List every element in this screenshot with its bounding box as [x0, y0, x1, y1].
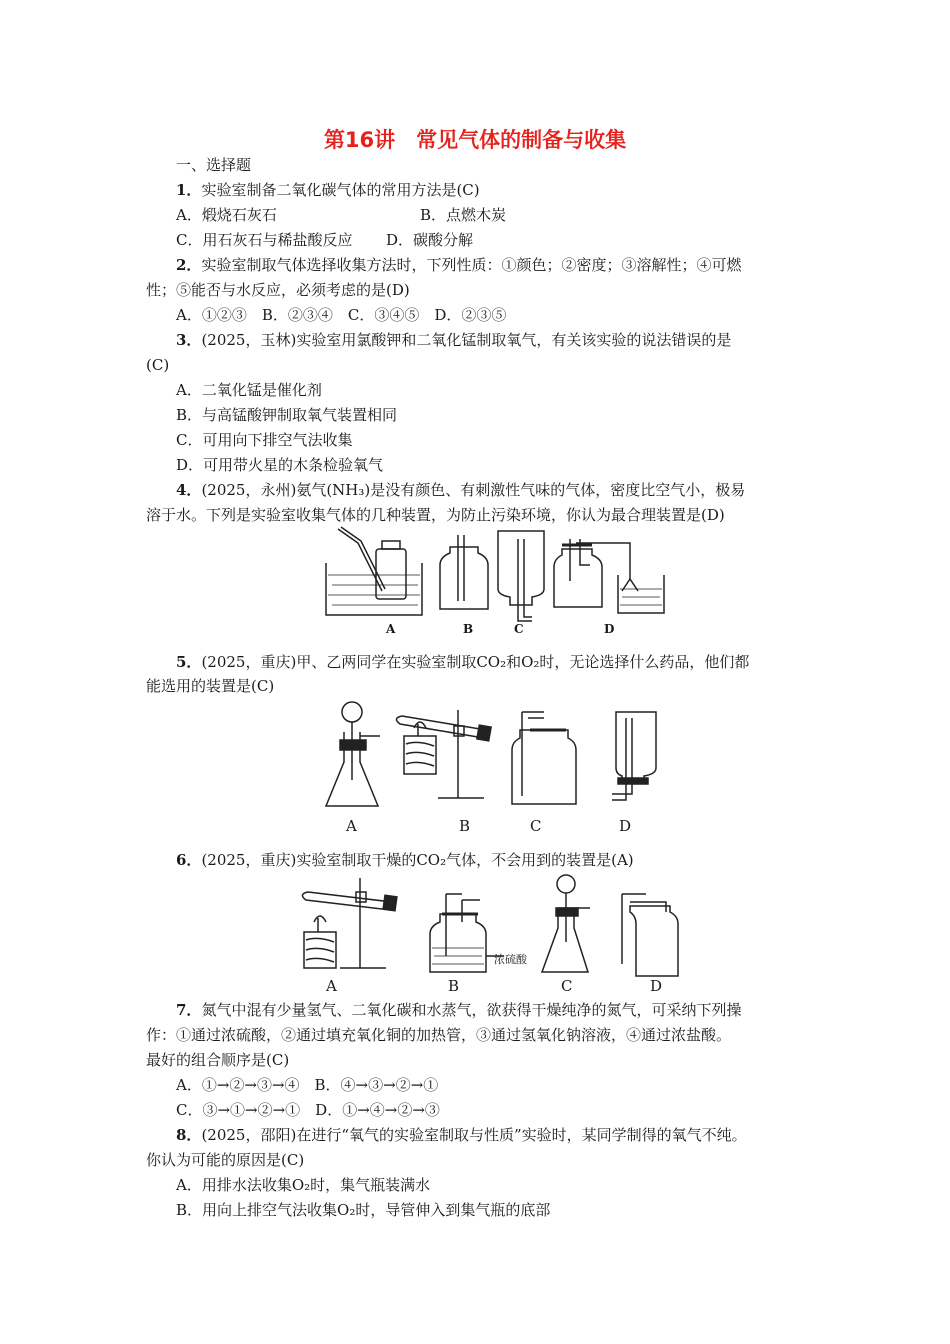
q5-label-a: A	[346, 817, 357, 835]
q3-option-a: A．二氧化锰是催化剂	[176, 381, 322, 399]
question-8-stem	[176, 1125, 747, 1145]
q5-label-b: B	[459, 817, 471, 835]
q1-option-a: A．煅烧石灰石	[176, 206, 277, 224]
q8-option-a: A．用排水法收集O₂时，集气瓶装满水	[176, 1176, 431, 1194]
q4-apparatus-c	[498, 531, 544, 621]
page-title: 第16讲 常见气体的制备与收集	[323, 128, 627, 152]
q5-label-d: D	[619, 817, 632, 835]
question-text: 实验室制取气体选择收集方法时，下列性质：①颜色；②密度；③溶解性；④可燃	[201, 256, 742, 274]
q6-label-b: B	[448, 977, 460, 995]
question-7-stem-line2: 作：①通过浓硫酸，②通过填充氧化铜的加热管，③通过氢氧化钠溶液，④通过浓盐酸。	[146, 1026, 732, 1044]
q1-option-b: B．点燃木炭	[420, 206, 507, 224]
q5-apparatus-c	[512, 712, 576, 804]
q5-apparatus-b	[396, 710, 491, 798]
q3-option-b: B．与高锰酸钾制取氧气装置相同	[176, 406, 398, 424]
question-number: 3．	[176, 331, 202, 349]
q4-apparatus-a	[326, 527, 422, 615]
question-number: 6．	[176, 851, 202, 869]
q4-label-d: D	[604, 622, 615, 636]
question-number: 5．	[176, 653, 202, 671]
question-2-stem-line2: 性；⑤能否与水反应，必须考虑的是(D)	[146, 281, 410, 299]
acid-label: 浓硫酸	[494, 953, 527, 966]
q6-apparatus-d	[622, 894, 678, 976]
question-7-stem-line3: 最好的组合顺序是(C)	[146, 1051, 290, 1069]
question-text: (2025，玉林)实验室用氯酸钾和二氧化锰制取氧气，有关该实验的说法错误的是	[201, 331, 732, 349]
section-heading: 一、选择题	[176, 156, 252, 174]
question-text: (2025，邵阳)在进行“氧气的实验室制取与性质”实验时，某同学制得的氧气不纯。	[201, 1126, 747, 1144]
question-7-stem	[176, 1000, 741, 1020]
q6-apparatus-a	[302, 878, 396, 968]
q5-apparatus-figure	[318, 700, 658, 812]
question-2-stem	[176, 255, 741, 275]
question-3-stem	[176, 330, 731, 350]
question-4-stem	[176, 480, 745, 500]
question-number: 4．	[176, 481, 202, 499]
question-1-stem	[176, 180, 480, 200]
q2-options: A．①②③ B．②③④ C．③④⑤ D．②③⑤	[176, 306, 507, 324]
q8-option-b: B．用向上排空气法收集O₂时，导管伸入到集气瓶的底部	[176, 1201, 551, 1219]
q7-options-ab: A．①→②→③→④ B．④→③→②→①	[176, 1076, 439, 1094]
q3-option-d: D．可用带火星的木条检验氧气	[176, 456, 384, 474]
q4-apparatus-b	[440, 535, 488, 609]
q6-apparatus-c	[542, 875, 590, 972]
question-5-stem-line2: 能选用的装置是(C)	[146, 677, 275, 695]
question-4-stem-line2: 溶于水。下列是实验室收集气体的几种装置，为防止污染环境，你认为最合理装置是(D)	[146, 506, 725, 524]
question-text: (2025，永州)氨气(NH₃)是没有颜色、有刺激性气味的气体，密度比空气小，极易	[201, 481, 746, 499]
question-6-stem	[176, 850, 634, 870]
q4-label-b: B	[463, 622, 474, 636]
question-3-answer: (C)	[146, 356, 170, 374]
question-number: 2．	[176, 256, 202, 274]
q7-options-cd: C．③→①→②→① D．①→④→②→③	[176, 1101, 440, 1119]
question-8-stem-line2: 你认为可能的原因是(C)	[146, 1151, 305, 1169]
question-text: (2025，重庆)实验室制取干燥的CO₂气体，不会用到的装置是(A)	[201, 851, 634, 869]
q6-label-a: A	[326, 977, 337, 995]
question-number: 1．	[176, 181, 202, 199]
question-5-stem	[176, 652, 749, 672]
q5-apparatus-a	[326, 702, 380, 806]
q6-label-d: D	[650, 977, 663, 995]
q6-apparatus-b	[430, 894, 504, 972]
q5-label-c: C	[530, 817, 542, 835]
q5-apparatus-d	[612, 712, 656, 800]
q1-option-c: C．用石灰石与稀盐酸反应	[176, 231, 353, 249]
question-text: 氮气中混有少量氢气、二氧化碳和水蒸气，欲获得干燥纯净的氮气，可采纳下列操	[201, 1001, 742, 1019]
q6-label-c: C	[561, 977, 573, 995]
q4-label-c: C	[514, 622, 524, 636]
question-text: 实验室制备二氧化碳气体的常用方法是(C)	[201, 181, 480, 199]
q1-option-d: D．碳酸分解	[386, 231, 474, 249]
question-number: 8．	[176, 1126, 202, 1144]
question-number: 7．	[176, 1001, 202, 1019]
question-text: (2025，重庆)甲、乙两同学在实验室制取CO₂和O₂时，无论选择什么药品，他们都	[201, 653, 750, 671]
q3-option-c: C．可用向下排空气法收集	[176, 431, 353, 449]
q4-apparatus-figure	[318, 525, 668, 640]
q4-apparatus-d	[554, 539, 664, 613]
q4-label-a: A	[386, 622, 396, 636]
